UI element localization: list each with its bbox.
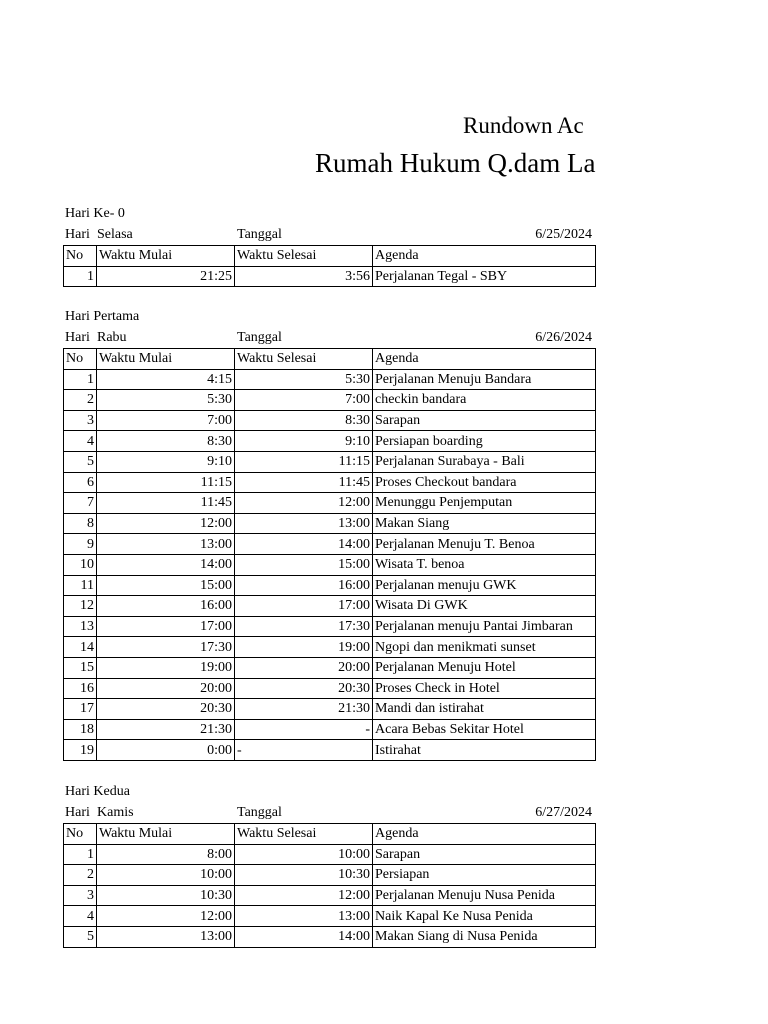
cell-end-time: 17:30 (235, 616, 373, 637)
cell-no: 16 (64, 678, 97, 699)
cell-no: 12 (64, 596, 97, 617)
cell-agenda: Menunggu Penjemputan (373, 493, 596, 514)
cell-no: 13 (64, 616, 97, 637)
table-row (64, 678, 596, 699)
table-row (64, 575, 596, 596)
cell-end-time: 11:15 (235, 451, 373, 472)
cell-end-time: 7:00 (235, 390, 373, 411)
cell-agenda: Perjalanan Menuju Nusa Penida (373, 885, 596, 906)
cell-start-time: 10:30 (97, 885, 235, 906)
cell-agenda: Proses Checkout bandara (373, 472, 596, 493)
cell-no: 14 (64, 637, 97, 658)
cell-agenda: checkin bandara (373, 390, 596, 411)
cell-end-time: 21:30 (235, 699, 373, 720)
title-line-1: Rundown Ac (463, 113, 584, 138)
column-header: Waktu Selesai (235, 349, 373, 370)
cell-start-time: 15:00 (97, 575, 235, 596)
document-title (0, 100, 596, 190)
table-row (64, 844, 596, 865)
cell-agenda: Sarapan (373, 410, 596, 431)
day-label: Hari Ke- 0 (65, 206, 125, 221)
cell-end-time: 5:30 (235, 369, 373, 390)
cell-agenda: Wisata T. benoa (373, 554, 596, 575)
schedule-table (63, 245, 596, 287)
cell-start-time: 21:30 (97, 719, 235, 740)
table-row (64, 266, 596, 287)
cell-no: 1 (64, 844, 97, 865)
table-row (64, 926, 596, 947)
cell-no: 9 (64, 534, 97, 555)
cell-end-time: 16:00 (235, 575, 373, 596)
cell-end-time: 12:00 (235, 885, 373, 906)
cell-start-time: 11:45 (97, 493, 235, 514)
day-section-1 (63, 306, 595, 761)
table-row (64, 885, 596, 906)
cell-no: 7 (64, 493, 97, 514)
day-label: Hari Kedua (65, 784, 130, 799)
cell-end-time: 3:56 (235, 266, 373, 287)
table-row (64, 369, 596, 390)
cell-no: 18 (64, 719, 97, 740)
hari-value: Kamis (97, 805, 134, 820)
cell-agenda: Perjalanan menuju Pantai Jimbaran (373, 616, 596, 637)
cell-no: 5 (64, 926, 97, 947)
column-header: Waktu Selesai (235, 246, 373, 267)
column-header: No (64, 824, 97, 845)
column-header: Agenda (373, 349, 596, 370)
cell-agenda: Mandi dan istirahat (373, 699, 596, 720)
cell-end-time: 13:00 (235, 906, 373, 927)
schedule-table (63, 348, 596, 761)
cell-agenda: Makan Siang di Nusa Penida (373, 926, 596, 947)
cell-agenda: Istirahat (373, 740, 596, 761)
column-header: Waktu Selesai (235, 824, 373, 845)
cell-no: 2 (64, 865, 97, 886)
cell-end-time: 10:00 (235, 844, 373, 865)
cell-start-time: 5:30 (97, 390, 235, 411)
cell-end-time: 19:00 (235, 637, 373, 658)
table-row (64, 554, 596, 575)
day-info-row (63, 224, 595, 245)
table-row (64, 637, 596, 658)
table-row (64, 740, 596, 761)
cell-start-time: 12:00 (97, 906, 235, 927)
cell-start-time: 17:30 (97, 637, 235, 658)
table-header-row (64, 824, 596, 845)
hari-key: Hari (65, 330, 90, 345)
column-header: Agenda (373, 824, 596, 845)
table-row (64, 657, 596, 678)
table-row (64, 699, 596, 720)
cell-end-time: 8:30 (235, 410, 373, 431)
cell-no: 1 (64, 369, 97, 390)
day-section-2 (63, 781, 595, 948)
day-info-row (63, 327, 595, 348)
table-row (64, 493, 596, 514)
cell-agenda: Persiapan boarding (373, 431, 596, 452)
cell-start-time: 17:00 (97, 616, 235, 637)
cell-start-time: 21:25 (97, 266, 235, 287)
column-header: Waktu Mulai (97, 349, 235, 370)
table-header-row (64, 246, 596, 267)
day-info-row (63, 802, 595, 823)
cell-no: 11 (64, 575, 97, 596)
cell-agenda: Perjalanan Menuju Hotel (373, 657, 596, 678)
column-header: Waktu Mulai (97, 824, 235, 845)
cell-agenda: Perjalanan menuju GWK (373, 575, 596, 596)
cell-agenda: Persiapan (373, 865, 596, 886)
schedule-table (63, 823, 596, 948)
column-header: No (64, 349, 97, 370)
cell-no: 19 (64, 740, 97, 761)
table-row (64, 472, 596, 493)
hari-value: Selasa (97, 227, 133, 242)
cell-end-time: - (235, 740, 373, 761)
hari-key: Hari (65, 227, 90, 242)
cell-end-time: 20:30 (235, 678, 373, 699)
day-section-0 (63, 203, 595, 287)
cell-end-time: 14:00 (235, 534, 373, 555)
table-row (64, 596, 596, 617)
cell-start-time: 8:00 (97, 844, 235, 865)
cell-end-time: 20:00 (235, 657, 373, 678)
cell-end-time: 12:00 (235, 493, 373, 514)
tanggal-key: Tanggal (237, 330, 282, 345)
cell-no: 17 (64, 699, 97, 720)
tanggal-value: 6/27/2024 (535, 805, 592, 820)
table-header-row (64, 349, 596, 370)
table-row (64, 719, 596, 740)
tanggal-value: 6/25/2024 (535, 227, 592, 242)
cell-start-time: 20:30 (97, 699, 235, 720)
cell-agenda: Perjalanan Menuju Bandara (373, 369, 596, 390)
table-row (64, 616, 596, 637)
cell-agenda: Perjalanan Surabaya - Bali (373, 451, 596, 472)
cell-agenda: Sarapan (373, 844, 596, 865)
cell-end-time: 10:30 (235, 865, 373, 886)
cell-no: 3 (64, 885, 97, 906)
day-label: Hari Pertama (65, 309, 140, 324)
column-header: No (64, 246, 97, 267)
cell-end-time: 17:00 (235, 596, 373, 617)
cell-agenda: Wisata Di GWK (373, 596, 596, 617)
cell-start-time: 8:30 (97, 431, 235, 452)
cell-start-time: 9:10 (97, 451, 235, 472)
tanggal-key: Tanggal (237, 227, 282, 242)
cell-agenda: Acara Bebas Sekitar Hotel (373, 719, 596, 740)
table-row (64, 513, 596, 534)
title-line-2: Rumah Hukum Q.dam La (315, 148, 596, 178)
cell-start-time: 7:00 (97, 410, 235, 431)
cell-start-time: 13:00 (97, 534, 235, 555)
cell-start-time: 4:15 (97, 369, 235, 390)
cell-end-time: 14:00 (235, 926, 373, 947)
cell-no: 6 (64, 472, 97, 493)
cell-start-time: 19:00 (97, 657, 235, 678)
cell-end-time: 13:00 (235, 513, 373, 534)
column-header: Agenda (373, 246, 596, 267)
cell-agenda: Perjalanan Menuju T. Benoa (373, 534, 596, 555)
cell-start-time: 0:00 (97, 740, 235, 761)
cell-agenda: Proses Check in Hotel (373, 678, 596, 699)
cell-start-time: 13:00 (97, 926, 235, 947)
cell-no: 3 (64, 410, 97, 431)
cell-end-time: 11:45 (235, 472, 373, 493)
cell-start-time: 16:00 (97, 596, 235, 617)
cell-agenda: Makan Siang (373, 513, 596, 534)
cell-start-time: 11:15 (97, 472, 235, 493)
cell-agenda: Perjalanan Tegal - SBY (373, 266, 596, 287)
tanggal-value: 6/26/2024 (535, 330, 592, 345)
cell-no: 2 (64, 390, 97, 411)
tanggal-key: Tanggal (237, 805, 282, 820)
cell-no: 4 (64, 431, 97, 452)
table-row (64, 906, 596, 927)
table-row (64, 451, 596, 472)
hari-value: Rabu (97, 330, 127, 345)
column-header: Waktu Mulai (97, 246, 235, 267)
cell-no: 10 (64, 554, 97, 575)
cell-start-time: 10:00 (97, 865, 235, 886)
hari-key: Hari (65, 805, 90, 820)
cell-start-time: 12:00 (97, 513, 235, 534)
table-row (64, 410, 596, 431)
table-row (64, 865, 596, 886)
cell-end-time: - (235, 719, 373, 740)
cell-end-time: 9:10 (235, 431, 373, 452)
cell-agenda: Ngopi dan menikmati sunset (373, 637, 596, 658)
table-row (64, 534, 596, 555)
cell-end-time: 15:00 (235, 554, 373, 575)
table-row (64, 431, 596, 452)
cell-start-time: 14:00 (97, 554, 235, 575)
cell-no: 1 (64, 266, 97, 287)
cell-no: 8 (64, 513, 97, 534)
cell-no: 5 (64, 451, 97, 472)
cell-no: 15 (64, 657, 97, 678)
table-row (64, 390, 596, 411)
cell-agenda: Naik Kapal Ke Nusa Penida (373, 906, 596, 927)
cell-no: 4 (64, 906, 97, 927)
cell-start-time: 20:00 (97, 678, 235, 699)
